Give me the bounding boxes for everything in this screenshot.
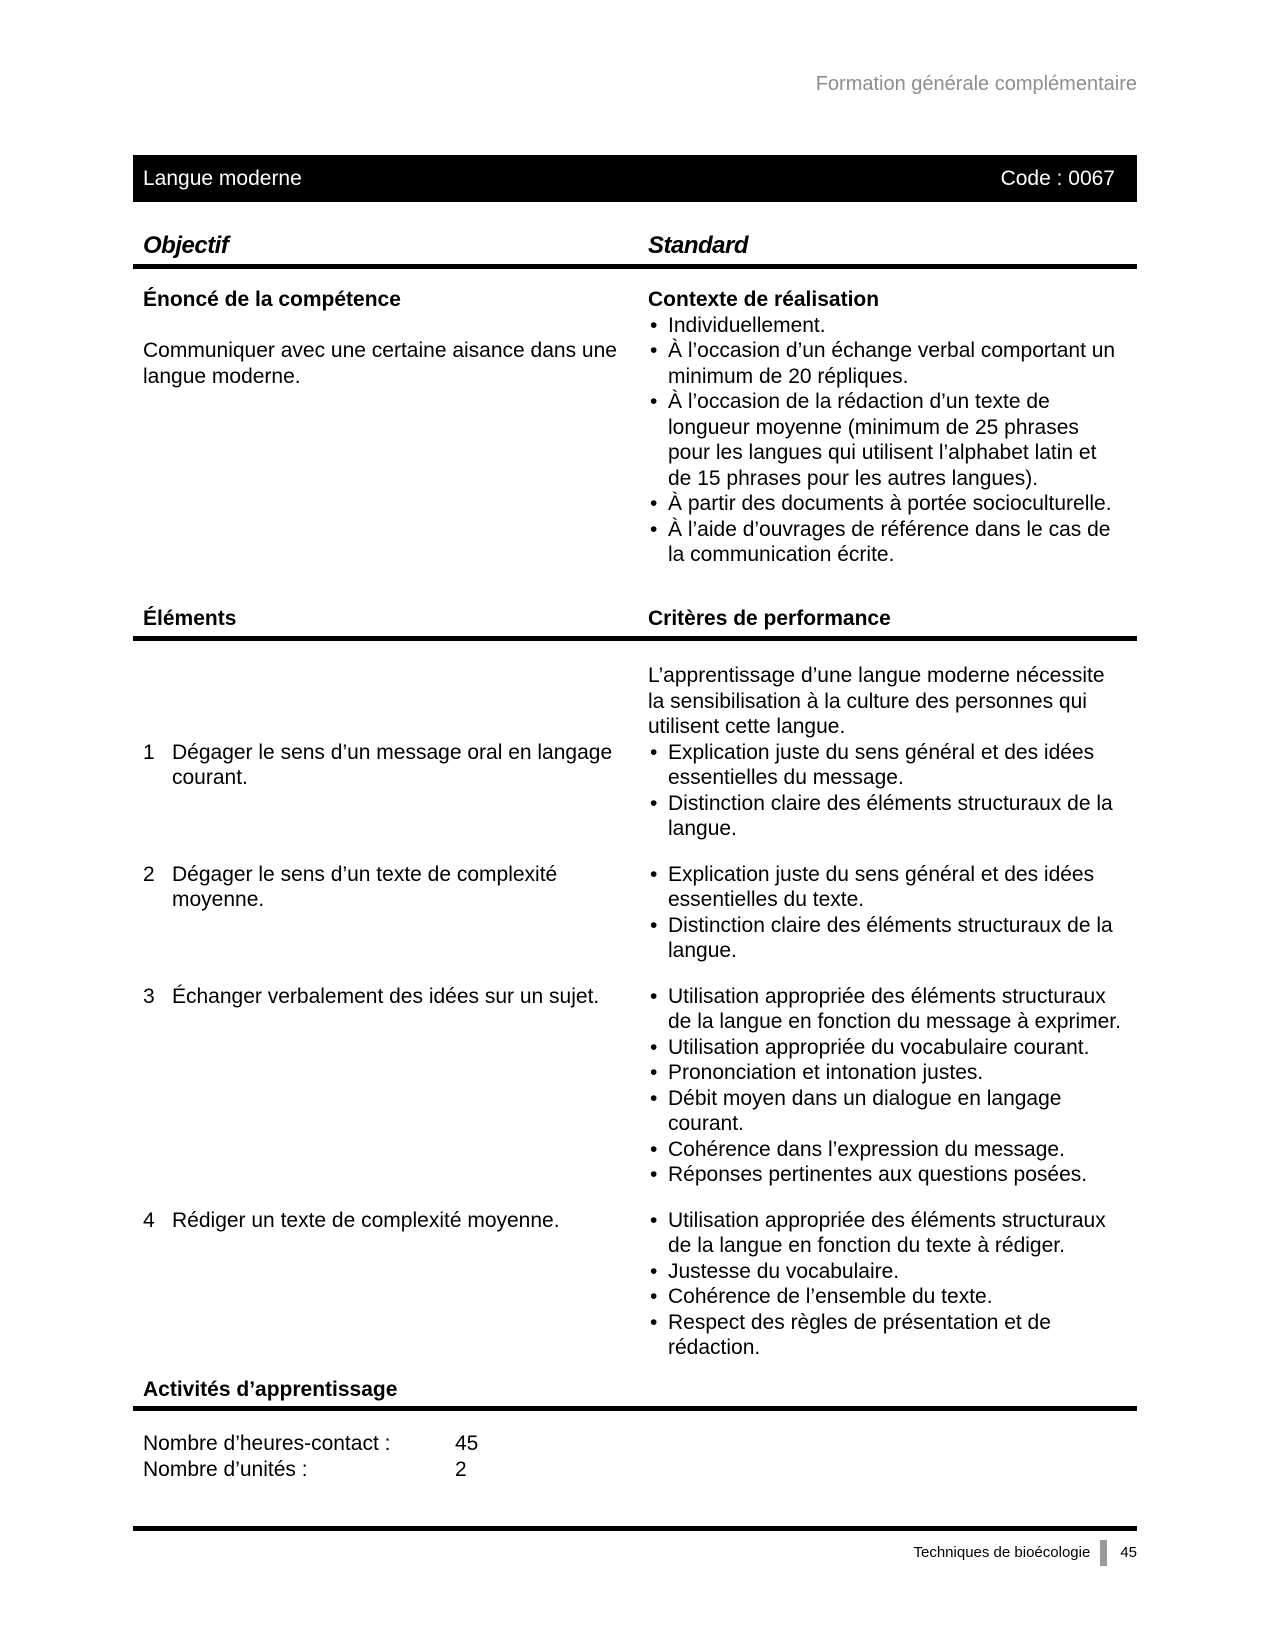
units-label: Nombre d’unités : <box>143 1457 308 1481</box>
criteria-list <box>648 740 1123 842</box>
units-value: 2 <box>455 1457 467 1481</box>
page-content <box>133 0 1137 1482</box>
hours-contact-label: Nombre d’heures-contact : <box>143 1432 391 1455</box>
footer-divider-bar <box>1100 1540 1107 1566</box>
criteria-intro: L’apprentissage d’une langue moderne nécessite la sensibilisation à la culture des personnes qui utilisent cette langue. <box>648 664 1105 738</box>
elements-title: Éléments <box>143 606 237 630</box>
column-headers <box>133 232 1137 269</box>
criteria-bullet: • Respect des règles de présentation et de rédaction. <box>648 1310 1123 1361</box>
criteria-bullet: • Prononciation et intonation justes. <box>648 1060 1123 1086</box>
footer-page-number: 45 <box>1120 1544 1137 1561</box>
criteria-bullet: • Débit moyen dans un dialogue en langage courant. <box>648 1086 1123 1137</box>
activities-title: Activités d’apprentissage <box>133 1377 1137 1412</box>
elements-headers <box>133 606 1137 642</box>
context-list <box>648 313 1123 568</box>
criteria-bullet: • Cohérence dans l’expression du message. <box>648 1137 1123 1163</box>
standard-header: Standard <box>648 232 749 259</box>
element-item <box>143 1208 648 1361</box>
element-text: Dégager le sens d’un texte de complexité moyenne. <box>172 862 558 911</box>
element-group-2 <box>133 862 1137 964</box>
criteria-intro-row <box>133 663 1137 740</box>
element-text: Dégager le sens d’un message oral en langage courant. <box>172 740 613 789</box>
element-number: 1 <box>143 740 155 764</box>
criteria-bullet: • Cohérence de l’ensemble du texte. <box>648 1284 1123 1310</box>
objectif-header: Objectif <box>143 232 229 259</box>
context-bullet: • À l’occasion d’un échange verbal comportant un minimum de 20 répliques. <box>648 338 1123 389</box>
criteria-bullet: • Distinction claire des éléments structuraux de la langue. <box>648 913 1123 964</box>
footer-rule <box>133 1526 1137 1531</box>
criteria-list <box>648 862 1123 964</box>
context-bullet: • Individuellement. <box>648 313 1123 339</box>
competence-left-cell <box>143 287 648 568</box>
criteria-bullet: • Utilisation appropriée des éléments structuraux de la langue en fonction du texte à rédiger. <box>648 1208 1123 1259</box>
element-text: Rédiger un texte de complexité moyenne. <box>172 1208 560 1232</box>
criteria-list <box>648 1208 1123 1361</box>
criteria-title: Critères de performance <box>648 606 891 630</box>
banner-title: Langue moderne <box>143 166 302 190</box>
element-group-3 <box>133 984 1137 1188</box>
element-number: 4 <box>143 1208 155 1232</box>
element-item <box>143 740 648 842</box>
element-number: 2 <box>143 862 155 886</box>
competence-statement: Communiquer avec une certaine aisance dans une langue moderne. <box>143 339 617 388</box>
element-item <box>143 862 648 964</box>
criteria-bullet: • Distinction claire des éléments structuraux de la langue. <box>648 791 1123 842</box>
element-group-1 <box>133 740 1137 842</box>
footer-program-name: Techniques de bioécologie <box>913 1544 1091 1561</box>
empty-left-cell <box>143 663 648 740</box>
element-group-4 <box>133 1208 1137 1361</box>
criteria-bullet: • Explication juste du sens général et des idées essentielles du texte. <box>648 862 1123 913</box>
units-row <box>143 1457 1137 1483</box>
criteria-bullet: • Réponses pertinentes aux questions posées. <box>648 1162 1123 1188</box>
page-footer <box>914 1538 1138 1568</box>
context-bullet: • À l’occasion de la rédaction d’un texte de longueur moyenne (minimum de 25 phrases pour les langues qui utilisent l’alphabet latin et de 15 phrases pour les autres langues). <box>648 389 1123 491</box>
criteria-bullet: • Utilisation appropriée du vocabulaire courant. <box>648 1035 1123 1061</box>
running-header: Formation générale complémentaire <box>815 73 1137 95</box>
context-title: Contexte de réalisation <box>648 288 880 311</box>
criteria-cell <box>648 1208 1137 1361</box>
element-item <box>143 984 648 1188</box>
criteria-bullet: • Justesse du vocabulaire. <box>648 1259 1123 1285</box>
context-right-cell <box>648 287 1137 568</box>
criteria-list <box>648 984 1123 1188</box>
title-banner <box>133 155 1137 202</box>
element-text: Échanger verbalement des idées sur un sujet. <box>172 984 600 1008</box>
hours-contact-value: 45 <box>455 1432 479 1455</box>
hours-contact-row <box>143 1431 1137 1457</box>
context-bullet: • À partir des documents à portée socioculturelle. <box>648 491 1123 517</box>
criteria-cell <box>648 984 1137 1188</box>
criteria-cell <box>648 862 1137 964</box>
context-bullet: • À l’aide d’ouvrages de référence dans le cas de la communication écrite. <box>648 517 1123 568</box>
banner-code: Code : 0067 <box>1000 166 1115 190</box>
criteria-bullet: • Utilisation appropriée des éléments structuraux de la langue en fonction du message à exprimer. <box>648 984 1123 1035</box>
criteria-cell <box>648 740 1137 842</box>
criteria-intro-cell <box>648 663 1137 740</box>
criteria-bullet: • Explication juste du sens général et des idées essentielles du message. <box>648 740 1123 791</box>
competence-section <box>133 287 1137 568</box>
competence-title: Énoncé de la compétence <box>143 288 401 311</box>
element-number: 3 <box>143 984 155 1008</box>
activities-details <box>133 1431 1137 1482</box>
spacer <box>143 313 648 339</box>
